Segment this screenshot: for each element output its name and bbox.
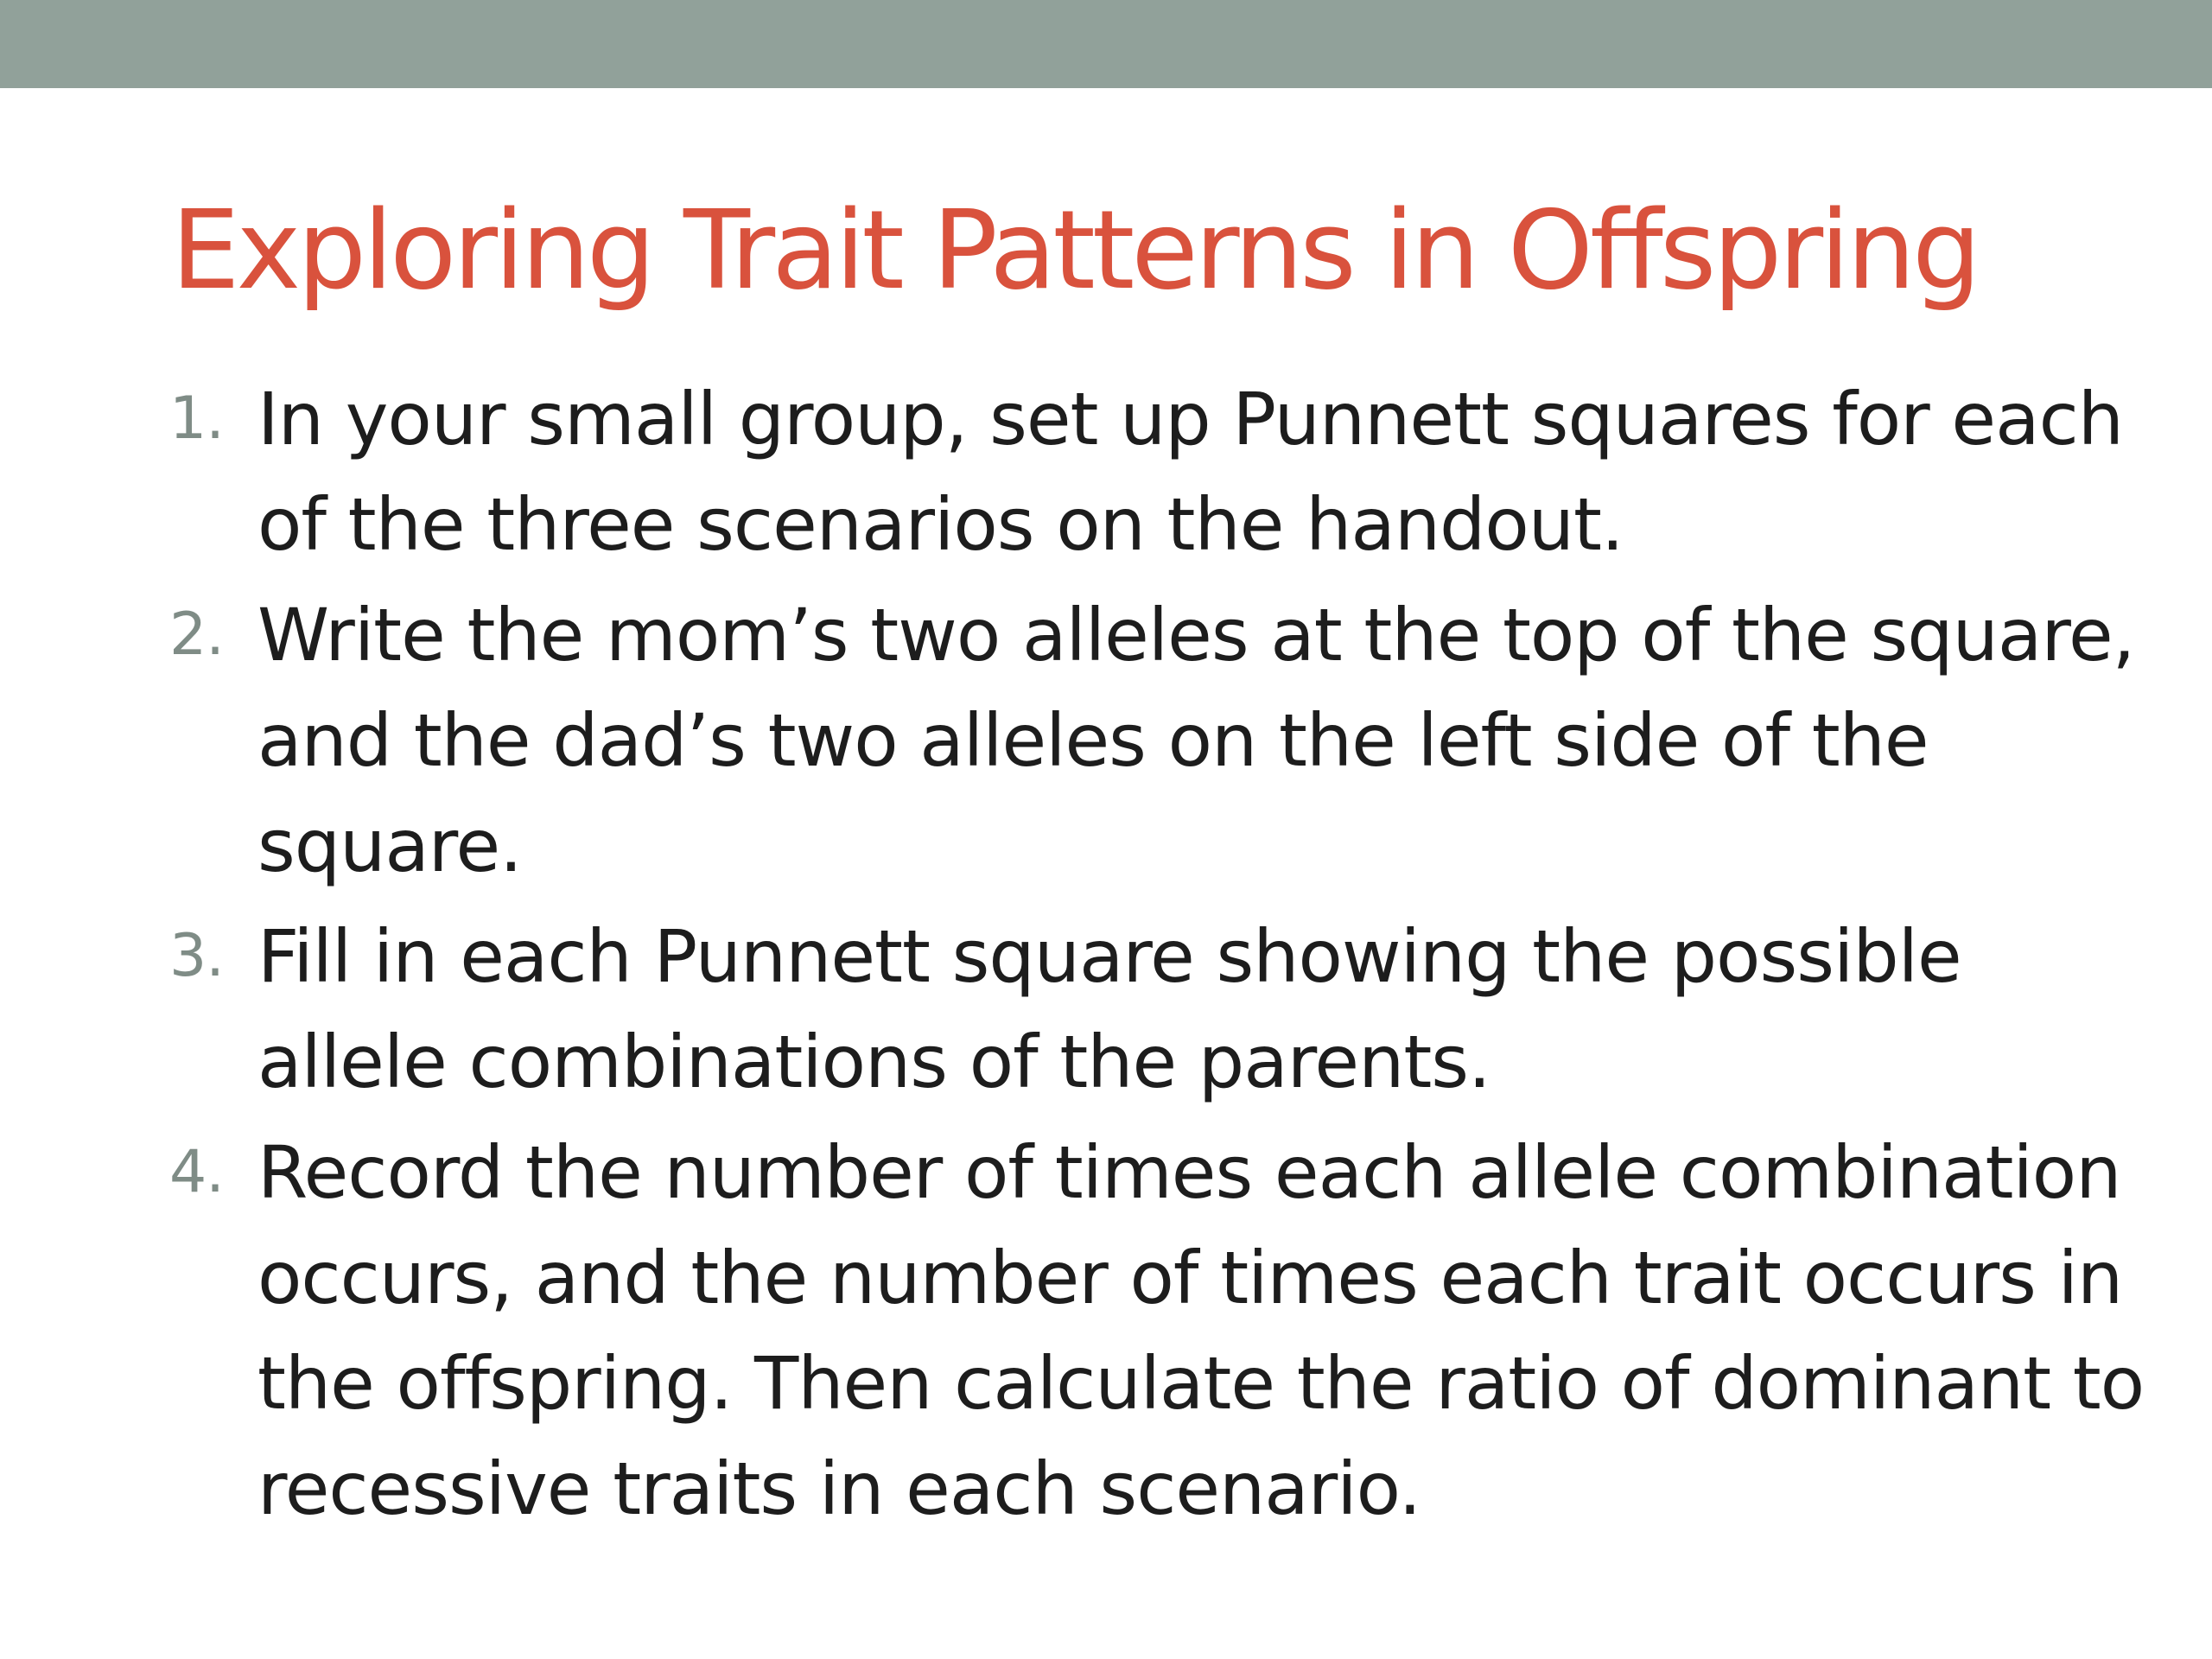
step-number: 3. xyxy=(169,922,224,990)
step-item xyxy=(169,904,2148,1115)
step-text: Write the mom’s two alleles at the top of the square, and the dad’s two alleles on the left side of the square. xyxy=(257,593,2135,888)
step-text: Fill in each Punnett square showing the possible allele combinations of the parents. xyxy=(257,914,1961,1104)
top-band xyxy=(0,0,2212,88)
step-item xyxy=(169,1120,2148,1541)
slide-title: Exploring Trait Patterns in Offspring xyxy=(171,187,1978,314)
step-number: 1. xyxy=(169,385,224,453)
step-number: 2. xyxy=(169,601,224,669)
step-item xyxy=(169,366,2148,577)
step-text: Record the number of times each allele combination occurs, and the number of times each trait occurs in the offspring. Then calculate the ratio of dominant to recessive traits in each scenario. xyxy=(257,1130,2145,1531)
step-number: 4. xyxy=(169,1138,224,1206)
step-text: In your small group, set up Punnett squares for each of the three scenarios on the handout. xyxy=(257,377,2123,567)
steps-list xyxy=(169,366,2148,1547)
step-item xyxy=(169,582,2148,899)
